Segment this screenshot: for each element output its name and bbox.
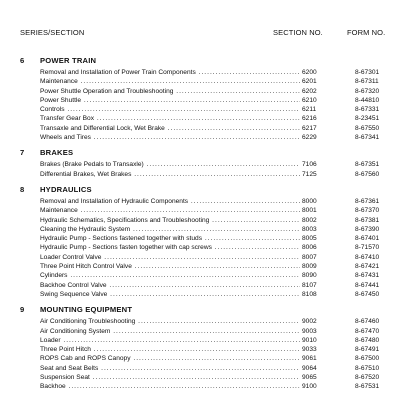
section-number: 7 [20,148,25,158]
toc-row [16,160,400,169]
section-group [16,148,400,179]
section-number-header: SECTION NO. [273,28,323,37]
toc-section-number: 8002 [300,216,332,225]
toc-section-number: 9065 [300,373,332,382]
toc-entry-label: Three Point Hitch ..... [40,345,315,354]
toc-section-number: 9002 [300,317,332,326]
toc-section-number: 6217 [300,124,332,133]
toc-section-number: 9003 [300,327,332,336]
toc-section-number: 9033 [300,345,332,354]
toc-section-number: 8090 [300,271,332,280]
toc-row [16,271,400,280]
toc-section-number: 6210 [300,96,332,105]
toc-form-number: 8-67500 [355,355,380,363]
toc-row [16,114,400,123]
toc-section-number: 8107 [300,281,332,290]
toc-section-number: 6229 [300,133,332,142]
toc-row [16,253,400,262]
toc-entry-label: Power Shuttle ..... [40,96,315,105]
toc-row [16,262,400,271]
toc-form-number: 8-67320 [355,87,380,95]
toc-section-number: 6202 [300,87,332,96]
toc-form-number: 8-67370 [355,207,380,215]
toc-form-number: 8-67381 [355,216,380,224]
toc-form-number: 8-44810 [355,96,380,104]
table-of-contents [16,56,400,398]
column-headers [16,28,400,40]
toc-section-number: 8001 [300,206,332,215]
toc-form-number: 8-23451 [355,115,380,123]
toc-row [16,105,400,114]
toc-row [16,290,400,299]
toc-entry-label: Cleaning the Hydraulic System ..... [40,225,315,234]
toc-form-number: 8-67510 [355,364,380,372]
toc-row [16,206,400,215]
toc-row [16,197,400,206]
toc-row [16,281,400,290]
toc-row [16,317,400,326]
toc-row [16,77,400,86]
toc-form-number: 8-67341 [355,134,380,142]
toc-entry-label: Three Point Hitch Control Valve ..... [40,262,315,271]
toc-entry-label: Air Conditioning System ..... [40,327,315,336]
toc-row [16,327,400,336]
toc-row [16,216,400,225]
section-title: MOUNTING EQUIPMENT [40,305,133,315]
toc-form-number: 8-67520 [355,374,380,382]
toc-row [16,68,400,77]
toc-entry-label: Hydraulic Pump - Sections fasten together with cap screws ..... [40,243,315,252]
toc-form-number: 8-67560 [355,170,380,178]
toc-entry-label: Removal and Installation of Hydraulic Components ..... [40,197,315,206]
section-number: 8 [20,184,25,194]
toc-form-number: 8-67470 [355,327,380,335]
toc-entry-label: Wheels and Tires ..... [40,133,315,142]
toc-row [16,133,400,142]
toc-section-number: 8005 [300,234,332,243]
toc-form-number: 8-67351 [355,161,380,169]
toc-section-number: 9010 [300,336,332,345]
toc-entry-label: Transfer Gear Box ..... [40,114,315,123]
toc-row [16,225,400,234]
toc-form-number: 8-67550 [355,124,380,132]
section-group [16,305,400,391]
toc-form-number: 8-67531 [355,383,380,391]
toc-form-number: 8-67421 [355,263,380,271]
form-number-header: FORM NO. [347,28,386,37]
toc-entry-label: Loader Control Valve ..... [40,253,315,262]
toc-section-number: 8009 [300,262,332,271]
toc-row [16,234,400,243]
toc-row [16,243,400,252]
toc-entry-label: Power Shuttle Operation and Troubleshooting ..... [40,87,315,96]
toc-row [16,96,400,105]
toc-entry-label: Removal and Installation of Power Train Components ..... [40,68,315,77]
toc-row [16,373,400,382]
toc-section-number: 6201 [300,77,332,86]
toc-entry-label: Transaxle and Differential Lock, Wet Brake ..... [40,124,315,133]
toc-row [16,124,400,133]
toc-row [16,364,400,373]
section-heading [16,148,400,160]
toc-section-number: 9064 [300,364,332,373]
toc-row [16,345,400,354]
toc-form-number: 8-67331 [355,106,380,114]
toc-row [16,354,400,363]
section-heading [16,185,400,197]
toc-form-number: 8-67301 [355,69,380,76]
toc-entry-label: Controls ..... [40,105,315,114]
section-heading [16,56,400,68]
toc-entry-label: Swing Sequence Valve ..... [40,290,315,299]
section-group [16,185,400,299]
toc-entry-label: Loader ..... [40,336,315,345]
toc-form-number: 8-67410 [355,253,380,261]
toc-form-number: 8-67450 [355,290,380,298]
section-title: HYDRAULICS [40,184,92,194]
toc-form-number: 8-67441 [355,281,380,289]
toc-section-number: 8108 [300,290,332,299]
section-number: 9 [20,305,25,315]
toc-form-number: 8-71570 [355,244,380,252]
toc-section-number: 7106 [300,160,332,169]
toc-section-number: 8003 [300,225,332,234]
section-group [16,56,400,142]
toc-entry-label: Cylinders ..... [40,271,315,280]
toc-form-number: 8-67460 [355,318,380,326]
toc-form-number: 8-67401 [355,235,380,243]
toc-row [16,170,400,179]
toc-entry-label: Maintenance ..... [40,77,315,86]
toc-section-number: 7125 [300,170,332,179]
toc-entry-label: Brakes (Brake Pedals to Transaxle) ..... [40,160,315,169]
toc-entry-label: ROPS Cab and ROPS Canopy ..... [40,354,315,363]
toc-section-number: 6211 [300,105,332,114]
toc-entry-label: Maintenance ..... [40,206,315,215]
toc-row [16,336,400,345]
toc-form-number: 8-67480 [355,336,380,344]
toc-section-number: 8006 [300,243,332,252]
toc-form-number: 8-67431 [355,272,380,280]
toc-form-number: 8-67361 [355,197,380,205]
toc-section-number: 9061 [300,354,332,363]
toc-entry-label: Backhoe ..... [40,382,315,391]
toc-section-number: 6200 [300,68,332,77]
toc-row [16,382,400,391]
toc-entry-label: Hydraulic Pump - Sections fastened together with studs ..... [40,234,315,243]
toc-section-number: 8007 [300,253,332,262]
section-title: BRAKES [40,148,74,158]
toc-form-number: 8-67491 [355,346,380,354]
series-section-header: SERIES/SECTION [20,28,85,37]
toc-entry-label: Hydraulic Schematics, Specifications and Troubleshooting ..... [40,216,315,225]
section-heading [16,305,400,317]
toc-entry-label: Air Conditioning Troubleshooting ..... [40,317,315,326]
section-number: 6 [20,56,25,65]
toc-entry-label: Seat and Seat Belts ..... [40,364,315,373]
toc-section-number: 8000 [300,197,332,206]
toc-form-number: 8-67390 [355,225,380,233]
toc-entry-label: Backhoe Control Valve ..... [40,281,315,290]
toc-entry-label: Suspension Seat ..... [40,373,315,382]
toc-row [16,87,400,96]
section-title: POWER TRAIN [40,56,97,65]
toc-section-number: 6216 [300,114,332,123]
toc-form-number: 8-67311 [355,78,379,86]
toc-section-number: 9100 [300,382,332,391]
toc-entry-label: Differential Brakes, Wet Brakes ..... [40,170,315,179]
